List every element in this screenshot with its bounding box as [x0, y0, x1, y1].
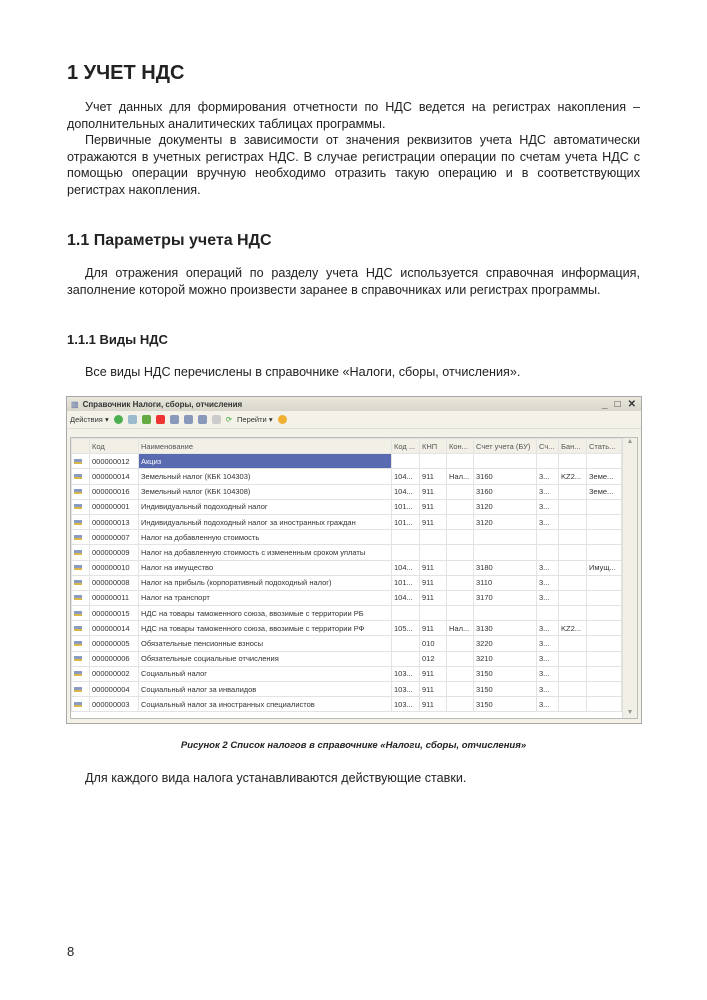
- table-cell: 000000011: [90, 590, 139, 605]
- table-icon: ▥: [71, 399, 79, 409]
- filter-list-icon[interactable]: [198, 415, 207, 424]
- clear-filter-icon[interactable]: [212, 415, 221, 424]
- table-cell: 3150: [474, 666, 537, 681]
- table-cell: [587, 454, 622, 469]
- table-cell: 010: [420, 636, 447, 651]
- item-icon: [74, 520, 82, 525]
- table-cell: 911: [420, 697, 447, 712]
- table-cell: Земе...: [587, 469, 622, 484]
- table-cell: Налог на добавленную стоимость: [139, 530, 392, 545]
- table-cell: 000000009: [90, 545, 139, 560]
- vertical-scrollbar[interactable]: ▲ ▼: [622, 438, 637, 718]
- table-cell: 3...: [537, 636, 559, 651]
- copy-icon[interactable]: [128, 415, 137, 424]
- table-cell: [559, 682, 587, 697]
- table-cell: [474, 454, 537, 469]
- table-cell: 3...: [537, 469, 559, 484]
- chapter-heading: 1 УЧЕТ НДС: [67, 62, 185, 84]
- table-cell: 3130: [474, 621, 537, 636]
- table-cell: [559, 606, 587, 621]
- table-cell: [587, 530, 622, 545]
- section-heading: 1.1 Параметры учета НДС: [67, 232, 272, 249]
- table-cell: [559, 499, 587, 514]
- table-header: [72, 439, 622, 454]
- row-icon-cell: [72, 545, 90, 560]
- table-cell: 012: [420, 651, 447, 666]
- table-cell: 3...: [537, 621, 559, 636]
- table-cell: [587, 545, 622, 560]
- table-cell: [587, 682, 622, 697]
- table-cell: [392, 530, 420, 545]
- table-cell: 3...: [537, 514, 559, 529]
- table-cell: [420, 545, 447, 560]
- item-icon: [74, 671, 82, 676]
- table-cell: Налог на транспорт: [139, 590, 392, 605]
- table-cell: 3...: [537, 682, 559, 697]
- paragraph: Первичные документы в зависимости от значения реквизитов учета НДС автоматически отражаются в учетных регистрах НДС. В случае регистрации операции по счетам учета НДС с помощью операции вручную необходимо отразить такую операцию и в соответствующих регистрах накопления.: [67, 133, 640, 197]
- table-cell: 3...: [537, 697, 559, 712]
- item-icon: [74, 459, 82, 464]
- row-icon-cell: [72, 590, 90, 605]
- table-cell: 3...: [537, 499, 559, 514]
- table-cell: Индивидуальный подоходный налог за иностранных граждан: [139, 514, 392, 529]
- row-icon-cell: [72, 651, 90, 666]
- table-cell: KZ2...: [559, 469, 587, 484]
- table-cell: [474, 530, 537, 545]
- row-icon-cell: [72, 499, 90, 514]
- column-header[interactable]: КНП: [420, 439, 447, 454]
- table-row[interactable]: [72, 666, 622, 681]
- table-cell: [587, 590, 622, 605]
- column-header[interactable]: Наименование: [139, 439, 392, 454]
- column-header[interactable]: Стать...: [587, 439, 622, 454]
- table-cell: [559, 651, 587, 666]
- table-cell: [587, 697, 622, 712]
- table-cell: [559, 590, 587, 605]
- table-cell: 3210: [474, 651, 537, 666]
- column-header[interactable]: Кон...: [447, 439, 474, 454]
- table-cell: 000000014: [90, 469, 139, 484]
- table-cell: 000000016: [90, 484, 139, 499]
- row-icon-cell: [72, 560, 90, 575]
- paragraph: Для каждого вида налога устанавливаются действующие ставки.: [85, 771, 467, 785]
- table-cell: 3150: [474, 697, 537, 712]
- edit-icon[interactable]: [142, 415, 151, 424]
- window-title: Справочник Налоги, сборы, отчисления: [82, 399, 243, 409]
- table-cell: 3...: [537, 560, 559, 575]
- table-cell: [537, 530, 559, 545]
- item-icon: [74, 595, 82, 600]
- table-cell: [447, 590, 474, 605]
- table-cell: 911: [420, 560, 447, 575]
- table-cell: 101...: [392, 499, 420, 514]
- table-cell: [447, 499, 474, 514]
- table-cell: [392, 651, 420, 666]
- item-icon: [74, 489, 82, 494]
- table-cell: [420, 530, 447, 545]
- minimize-icon[interactable]: _: [602, 398, 608, 410]
- row-icon-cell: [72, 575, 90, 590]
- filter-icon[interactable]: [170, 415, 179, 424]
- table-cell: 000000002: [90, 666, 139, 681]
- table-cell: [587, 606, 622, 621]
- page-number: 8: [67, 944, 75, 959]
- table-cell: 000000013: [90, 514, 139, 529]
- row-icon-cell: [72, 666, 90, 681]
- filter-value-icon[interactable]: [184, 415, 193, 424]
- maximize-icon[interactable]: □: [614, 398, 621, 410]
- table-cell: 103...: [392, 697, 420, 712]
- table-cell: [559, 636, 587, 651]
- table-cell: [392, 545, 420, 560]
- item-icon: [74, 535, 82, 540]
- table-row[interactable]: [72, 484, 622, 499]
- table-cell: KZ2...: [559, 621, 587, 636]
- table-cell: Земельный налог (КБК 104303): [139, 469, 392, 484]
- table-cell: Обязательные пенсионные взносы: [139, 636, 392, 651]
- table-cell: 000000008: [90, 575, 139, 590]
- table-cell: [587, 514, 622, 529]
- table-cell: [559, 514, 587, 529]
- row-icon-cell: [72, 484, 90, 499]
- item-icon: [74, 702, 82, 707]
- table-cell: 000000007: [90, 530, 139, 545]
- goto-menu[interactable]: Перейти ▾: [237, 415, 273, 424]
- item-icon: [74, 611, 82, 616]
- table-cell: [447, 575, 474, 590]
- table-cell: [447, 454, 474, 469]
- row-icon-cell: [72, 454, 90, 469]
- table-cell: [537, 454, 559, 469]
- table-cell: 3...: [537, 666, 559, 681]
- table-cell: Индивидуальный подоходный налог: [139, 499, 392, 514]
- table-cell: 000000012: [90, 454, 139, 469]
- table-cell: 000000006: [90, 651, 139, 666]
- row-icon-cell: [72, 514, 90, 529]
- table-cell: [587, 575, 622, 590]
- table-cell: 3...: [537, 590, 559, 605]
- item-icon: [74, 474, 82, 479]
- figure-caption: Рисунок 2 Список налогов в справочнике «Налоги, сборы, отчисления»: [180, 740, 527, 751]
- table-cell: 000000010: [90, 560, 139, 575]
- table-row[interactable]: [72, 560, 622, 575]
- table-row[interactable]: [72, 499, 622, 514]
- item-icon: [74, 656, 82, 661]
- table-cell: [559, 697, 587, 712]
- table-cell: [447, 606, 474, 621]
- table-cell: 3...: [537, 651, 559, 666]
- table-cell: 911: [420, 499, 447, 514]
- table-cell: 911: [420, 666, 447, 681]
- table-cell: [559, 560, 587, 575]
- table-cell: 103...: [392, 682, 420, 697]
- table-cell: Социальный налог за инвалидов: [139, 682, 392, 697]
- table-cell: [537, 606, 559, 621]
- table-cell: [537, 545, 559, 560]
- table-cell: [420, 454, 447, 469]
- table-cell: 101...: [392, 575, 420, 590]
- table-cell: 911: [420, 621, 447, 636]
- table-row[interactable]: [72, 514, 622, 529]
- table-cell: [587, 621, 622, 636]
- table-cell: Нал...: [447, 621, 474, 636]
- table-cell: 3220: [474, 636, 537, 651]
- row-icon-cell: [72, 621, 90, 636]
- table-row[interactable]: [72, 636, 622, 651]
- table-cell: 000000004: [90, 682, 139, 697]
- table-cell: 3160: [474, 469, 537, 484]
- table-cell: [587, 499, 622, 514]
- table-cell: 911: [420, 484, 447, 499]
- table-cell: 3150: [474, 682, 537, 697]
- table-cell: 000000014: [90, 621, 139, 636]
- table-cell: [447, 651, 474, 666]
- close-icon[interactable]: ✕: [627, 398, 636, 410]
- table-cell: 3170: [474, 590, 537, 605]
- table-cell: 000000015: [90, 606, 139, 621]
- item-icon: [74, 687, 82, 692]
- table-cell: [447, 636, 474, 651]
- table-row[interactable]: [72, 606, 622, 621]
- table-cell: Налог на прибыль (корпоративный подоходный налог): [139, 575, 392, 590]
- table-cell: [392, 606, 420, 621]
- table-cell: [392, 636, 420, 651]
- table-cell: [474, 545, 537, 560]
- table-cell: [559, 454, 587, 469]
- column-header[interactable]: Бан...: [559, 439, 587, 454]
- table-cell: [447, 530, 474, 545]
- table-row[interactable]: [72, 469, 622, 484]
- table-cell: 3180: [474, 560, 537, 575]
- table-row[interactable]: [72, 621, 622, 636]
- table-cell: [559, 666, 587, 681]
- table-cell: 104...: [392, 560, 420, 575]
- table-cell: Акциз: [139, 454, 392, 469]
- table-row[interactable]: [72, 682, 622, 697]
- table-cell: 911: [420, 575, 447, 590]
- table-cell: [447, 666, 474, 681]
- table-cell: 911: [420, 682, 447, 697]
- table-cell: Земе...: [587, 484, 622, 499]
- actions-menu[interactable]: Действия ▾: [70, 415, 109, 424]
- row-icon-cell: [72, 682, 90, 697]
- table-cell: 3...: [537, 575, 559, 590]
- table-cell: 3110: [474, 575, 537, 590]
- table-cell: 911: [420, 590, 447, 605]
- table-row[interactable]: [72, 545, 622, 560]
- table-row[interactable]: [72, 651, 622, 666]
- item-icon: [74, 565, 82, 570]
- table-cell: 104...: [392, 469, 420, 484]
- table-cell: 3160: [474, 484, 537, 499]
- delete-icon[interactable]: [156, 415, 165, 424]
- subsection-heading: 1.1.1 Виды НДС: [67, 332, 168, 347]
- table-cell: Налог на добавленную стоимость с измененным сроком уплаты: [139, 545, 392, 560]
- paragraph: Для отражения операций по разделу учета НДС используется справочная информация, заполнение которой можно произвести заранее в справочниках или регистрах программы.: [67, 266, 640, 297]
- table-cell: 000000001: [90, 499, 139, 514]
- window-title-bar: [67, 397, 641, 411]
- table-cell: 104...: [392, 484, 420, 499]
- refresh-icon[interactable]: ⟳: [225, 415, 233, 424]
- table-cell: [420, 606, 447, 621]
- column-header[interactable]: Код: [90, 439, 139, 454]
- table-cell: [559, 530, 587, 545]
- table-cell: Имущ...: [587, 560, 622, 575]
- table-cell: [447, 560, 474, 575]
- table-cell: Обязательные социальные отчисления: [139, 651, 392, 666]
- table-cell: [447, 514, 474, 529]
- table-cell: 000000005: [90, 636, 139, 651]
- table-cell: Земельный налог (КБК 104308): [139, 484, 392, 499]
- paragraph: Все виды НДС перечислены в справочнике «Налоги, сборы, отчисления».: [85, 365, 521, 379]
- table-cell: [474, 606, 537, 621]
- table-cell: Социальный налог за иностранных специалистов: [139, 697, 392, 712]
- toolbar: [67, 411, 641, 429]
- table-cell: [447, 484, 474, 499]
- paragraph: Учет данных для формирования отчетности по НДС ведется на регистрах накопления – дополнительных аналитических таблицах программы.: [67, 100, 640, 131]
- table-cell: 103...: [392, 666, 420, 681]
- column-header[interactable]: Код ...: [392, 439, 420, 454]
- item-icon: [74, 550, 82, 555]
- table-cell: 3...: [537, 484, 559, 499]
- table-cell: [559, 484, 587, 499]
- catalog-window-screenshot: [66, 396, 642, 724]
- table-cell: 000000003: [90, 697, 139, 712]
- table-cell: [447, 545, 474, 560]
- table-cell: 911: [420, 514, 447, 529]
- table-cell: 3120: [474, 499, 537, 514]
- item-icon: [74, 626, 82, 631]
- table-cell: [587, 666, 622, 681]
- table-cell: НДС на товары таможенного союза, ввозимые с территории РБ: [139, 606, 392, 621]
- table-cell: Нал...: [447, 469, 474, 484]
- table-row[interactable]: [72, 454, 622, 469]
- row-icon-cell: [72, 606, 90, 621]
- table-cell: [559, 575, 587, 590]
- column-header[interactable]: Сч...: [537, 439, 559, 454]
- table-cell: [447, 697, 474, 712]
- table-row[interactable]: [72, 697, 622, 712]
- catalog-table: [70, 437, 638, 719]
- item-icon: [74, 504, 82, 509]
- table-cell: [587, 636, 622, 651]
- column-header[interactable]: Счет учета (БУ): [474, 439, 537, 454]
- row-icon-cell: [72, 469, 90, 484]
- table-cell: 911: [420, 469, 447, 484]
- table-cell: 105...: [392, 621, 420, 636]
- table-cell: Социальный налог: [139, 666, 392, 681]
- table-cell: [392, 454, 420, 469]
- item-icon: [74, 580, 82, 585]
- table-cell: [447, 682, 474, 697]
- table-cell: НДС на товары таможенного союза, ввозимые с территории РФ: [139, 621, 392, 636]
- table-cell: Налог на имущество: [139, 560, 392, 575]
- help-icon[interactable]: [278, 415, 287, 424]
- table-cell: [559, 545, 587, 560]
- row-icon-cell: [72, 636, 90, 651]
- row-icon-cell: [72, 530, 90, 545]
- item-icon: [74, 641, 82, 646]
- add-icon[interactable]: [114, 415, 123, 424]
- table-row[interactable]: [72, 530, 622, 545]
- table-cell: 3120: [474, 514, 537, 529]
- table-row[interactable]: [72, 575, 622, 590]
- table-cell: 101...: [392, 514, 420, 529]
- table-cell: 104...: [392, 590, 420, 605]
- table-cell: [587, 651, 622, 666]
- table-row[interactable]: [72, 590, 622, 605]
- row-icon-cell: [72, 697, 90, 712]
